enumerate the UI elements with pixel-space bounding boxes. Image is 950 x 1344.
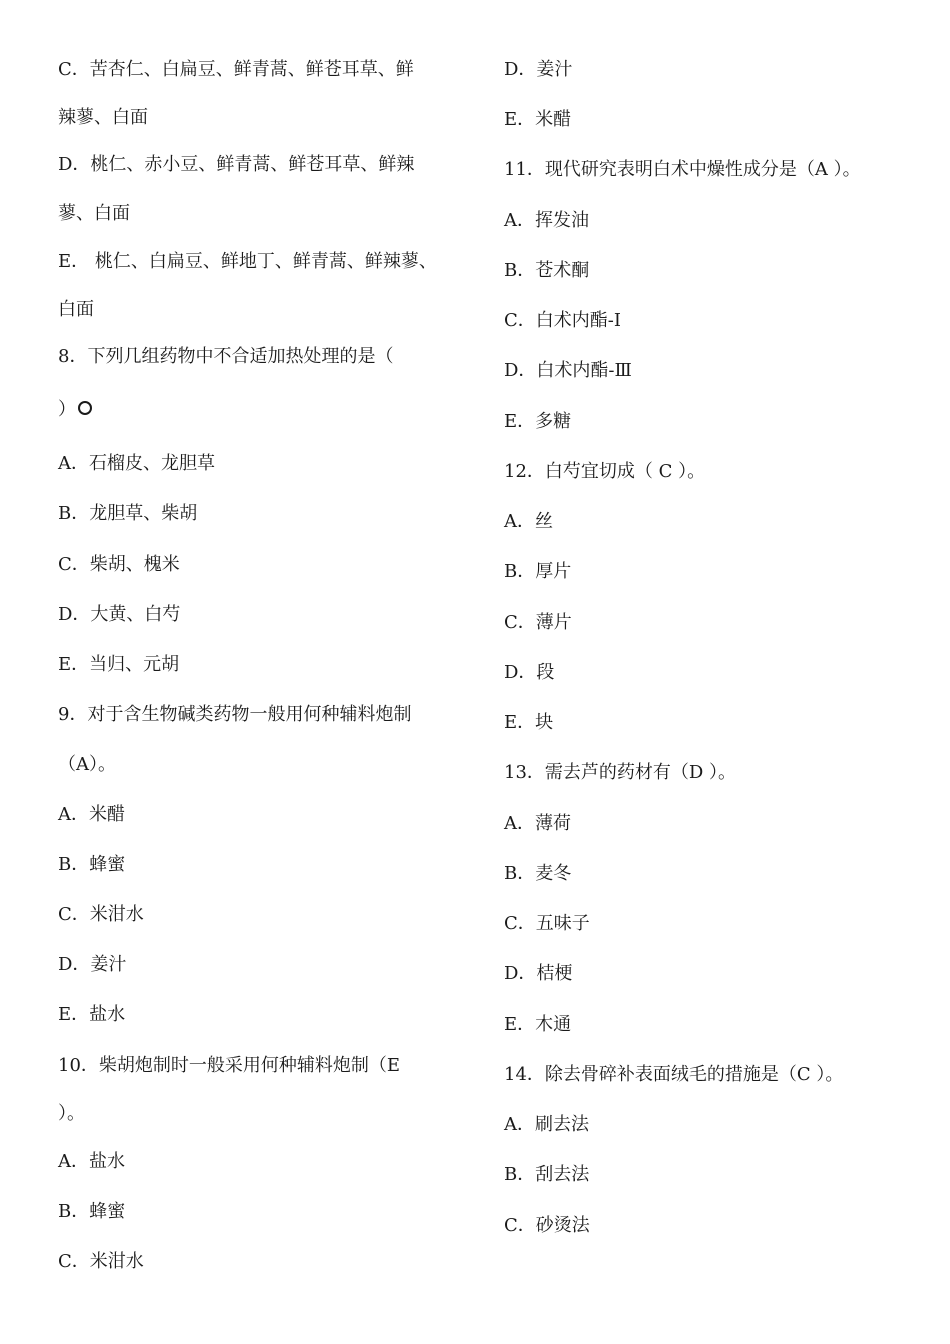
option-line: B．蜂蜜 bbox=[58, 1201, 126, 1222]
option-line: C．米泔水 bbox=[58, 1251, 144, 1272]
option-line: E．块 bbox=[504, 712, 554, 733]
text-line: 辣蓼、白面 bbox=[58, 107, 148, 128]
option-line: D．姜汁 bbox=[58, 954, 127, 975]
option-line: A．刷去法 bbox=[504, 1114, 589, 1135]
option-line: C．薄片 bbox=[504, 612, 572, 633]
option-line: D．白术内酯-Ⅲ bbox=[504, 360, 632, 381]
option-line: D．段 bbox=[504, 662, 555, 683]
text-line: D．桃仁、赤小豆、鲜青蒿、鲜苍耳草、鲜辣 bbox=[58, 154, 415, 175]
question-8: 8．下列几组药物中不合适加热处理的是（ bbox=[58, 346, 394, 367]
option-line: B．厚片 bbox=[504, 561, 572, 582]
option-line: C．柴胡、槐米 bbox=[58, 554, 180, 575]
option-line: D．姜汁 bbox=[504, 59, 573, 80]
option-line: C．五味子 bbox=[504, 913, 590, 934]
option-line: A．丝 bbox=[504, 511, 553, 532]
option-line: E．盐水 bbox=[58, 1004, 126, 1025]
option-line: D．大黄、白芍 bbox=[58, 604, 181, 625]
option-line: E．米醋 bbox=[504, 109, 572, 130]
option-line: A．薄荷 bbox=[504, 813, 571, 834]
option-line: B．龙胆草、柴胡 bbox=[58, 503, 198, 524]
text-line: C．苦杏仁、白扁豆、鲜青蒿、鲜苍耳草、鲜 bbox=[58, 59, 414, 80]
option-line: E．多糖 bbox=[504, 411, 572, 432]
text-line: 白面 bbox=[58, 299, 94, 320]
option-line: E．木通 bbox=[504, 1014, 572, 1035]
option-line: B．麦冬 bbox=[504, 863, 572, 884]
question-9: 9．对于含生物碱类药物一般用何种辅料炮制 bbox=[58, 704, 412, 725]
circle-mark-icon bbox=[78, 401, 92, 415]
option-line: A．挥发油 bbox=[504, 210, 589, 231]
option-line: A．盐水 bbox=[58, 1151, 125, 1172]
question-8-continued bbox=[58, 398, 92, 422]
option-line: D．桔梗 bbox=[504, 963, 573, 984]
option-line: B．蜂蜜 bbox=[58, 854, 126, 875]
text-line: E． 桃仁、白扁豆、鲜地丁、鲜青蒿、鲜辣蓼、 bbox=[58, 251, 437, 272]
option-line: C．米泔水 bbox=[58, 904, 144, 925]
question-14: 14．除去骨碎补表面绒毛的措施是（C ）。 bbox=[504, 1064, 844, 1085]
question-12: 12．白芍宜切成（ C ）。 bbox=[504, 461, 706, 482]
question-9-continued: （A）。 bbox=[58, 754, 116, 775]
option-line: B．苍术酮 bbox=[504, 260, 590, 281]
text-fragment: ） bbox=[58, 399, 76, 420]
option-line: E．当归、元胡 bbox=[58, 654, 180, 675]
question-13: 13．需去芦的药材有（D ）。 bbox=[504, 762, 737, 783]
question-11: 11．现代研究表明白术中燥性成分是（A ）。 bbox=[504, 159, 861, 180]
option-line: B．刮去法 bbox=[504, 1164, 590, 1185]
text-line: 蓼、白面 bbox=[58, 203, 130, 224]
option-line: C．白术内酯-Ⅰ bbox=[504, 310, 621, 331]
option-line: A．米醋 bbox=[58, 804, 125, 825]
option-line: A．石榴皮、龙胆草 bbox=[58, 453, 215, 474]
question-10-continued: ）。 bbox=[58, 1103, 85, 1124]
option-line: C．砂烫法 bbox=[504, 1215, 590, 1236]
question-10: 10．柴胡炮制时一般采用何种辅料炮制（E bbox=[58, 1055, 401, 1076]
